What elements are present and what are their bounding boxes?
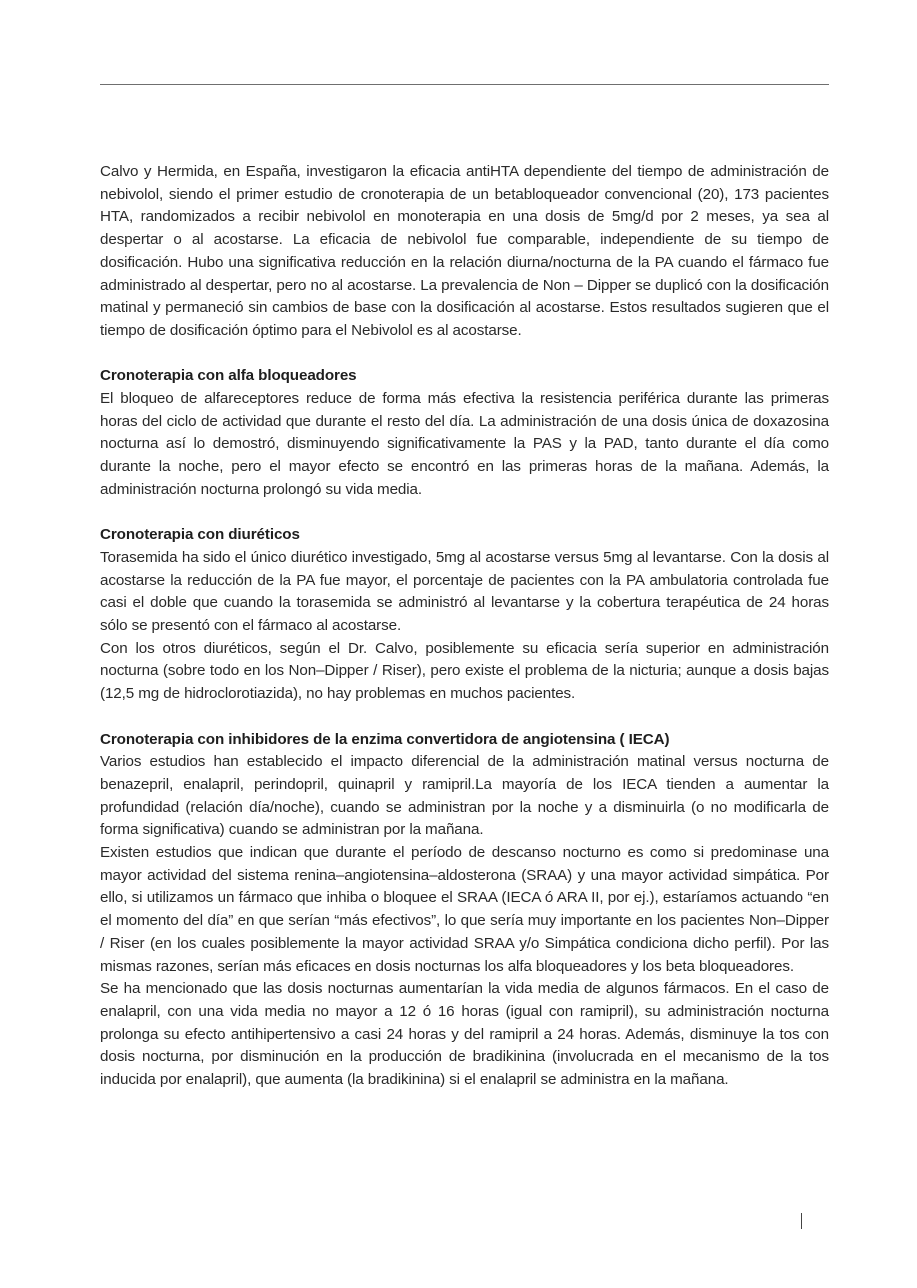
section-diureticos — [100, 524, 829, 706]
paragraph-nebivolol: Calvo y Hermida, en España, investigaron la eficacia antiHTA dependiente del tiempo de administración de nebivolol, siendo el primer estudio de cronoterapia de un betabloqueador convencional (20), 173 pacientes HTA, randomizados a recibir nebivolol en monoterapia en una dosis de 5mg/d por 2 meses, ya sea al despertar o al acostarse. La eficacia de nebivolol fue comparable, independiente de su tiempo de dosificación. Hubo una significativa reducción en la relación diurna/nocturna de la PA cuando el fármaco fue administrado al despertar, pero no al acostarse. La prevalencia de Non – Dipper se duplicó con la dosificación matinal y permaneció sin cambios de base con la dosificación al acostarse. Estos resultados sugieren que el tiempo de dosificación óptimo para el Nebivolol es al acostarse. — [100, 163, 829, 339]
paragraph-diureticos-torasemida: Torasemida ha sido el único diurético investigado, 5mg al acostarse versus 5mg al levantarse. Con la dosis al acostarse la reducción de la PA fue mayor, el porcentaje de pacientes con la PA ambulatoria controlada fue casi el doble que cuando la torasemida se administró al levantarse y la cobertura terapéutica de 24 horas sólo se presentó con el fármaco al acostarse. — [100, 548, 829, 635]
page-number-marker — [801, 1213, 802, 1229]
heading-ieca: Cronoterapia con inhibidores de la enzima convertidora de angiotensina ( IECA) — [100, 730, 670, 748]
paragraph-alfa-bloqueadores: El bloqueo de alfareceptores reduce de forma más efectiva la resistencia periférica durante las primeras horas del ciclo de actividad que durante el resto del día. La administración de una dosis única de doxazosina nocturna así lo demostró, disminuyendo significativamente la PAS y la PAD, tanto durante el día como durante la noche, pero el mayor efecto se encontró en las primeras horas de la mañana. Además, la administración nocturna prolongó su vida media. — [100, 390, 829, 498]
section-ieca — [100, 729, 829, 1092]
paragraph-ieca-sraa: Existen estudios que indican que durante el período de descanso nocturno es como si predominase una mayor actividad del sistema renina–angiotensina–aldosterona (SRAA) y una mayor actividad simpática. Por ello, si utilizamos un fármaco que inhiba o bloquee el SRAA (IECA ó ARA II, por ej.), estaríamos actuando “en el momento del día” en que serían “más efectivos”, lo que sería muy importante en los pacientes Non–Dipper / Riser (en los cuales posiblemente la mayor actividad SRAA y/o Simpática condiciona dicho perfil). Por las mismas razones, serían más eficaces en dosis nocturnas los alfa bloqueadores y los beta bloqueadores. — [100, 844, 829, 975]
paragraph-ieca-estudios: Varios estudios han establecido el impacto diferencial de la administración matinal versus nocturna de benazepril, enalapril, perindopril, quinapril y ramipril.La mayoría de los IECA tienden a aumentar la profundidad (relación día/noche), cuando se administran por la noche y a disminuirla (o no modificarla de forma significativa) cuando se administran por la mañana. — [100, 753, 829, 839]
paragraph-diureticos-otros: Con los otros diuréticos, según el Dr. Calvo, posiblemente su eficacia sería superior en administración nocturna (sobre todo en los Non–Dipper / Riser), pero existe el problema de la nicturia; aunque a dosis bajas (12,5 mg de hidroclorotiazida), no hay problemas en muchos pacientes. — [100, 639, 829, 703]
paragraph-ieca-vida-media: Se ha mencionado que las dosis nocturnas aumentarían la vida media de algunos fármacos. En el caso de enalapril, con una vida media no mayor a 12 ó 16 horas (igual con ramipril), su administración nocturna prolonga su efecto antihipertensivo a casi 24 horas y del ramipril a 24 horas. Además, disminuye la tos con dosis nocturna, por disminución en la producción de bradikinina (involucrada en el mecanismo de la tos inducida por enalapril), que aumenta (la bradikinina) si el enalapril se administra en la mañana. — [100, 980, 829, 1089]
heading-alfa-bloqueadores: Cronoterapia con alfa bloqueadores — [100, 367, 357, 385]
section-spacer — [100, 502, 829, 525]
document-body — [100, 161, 829, 1092]
heading-diureticos: Cronoterapia con diuréticos — [100, 526, 300, 544]
header-rule — [100, 84, 829, 85]
section-spacer — [100, 706, 829, 729]
section-spacer — [100, 343, 829, 366]
section-nebivolol — [100, 161, 829, 343]
section-alfa-bloqueadores — [100, 365, 829, 501]
